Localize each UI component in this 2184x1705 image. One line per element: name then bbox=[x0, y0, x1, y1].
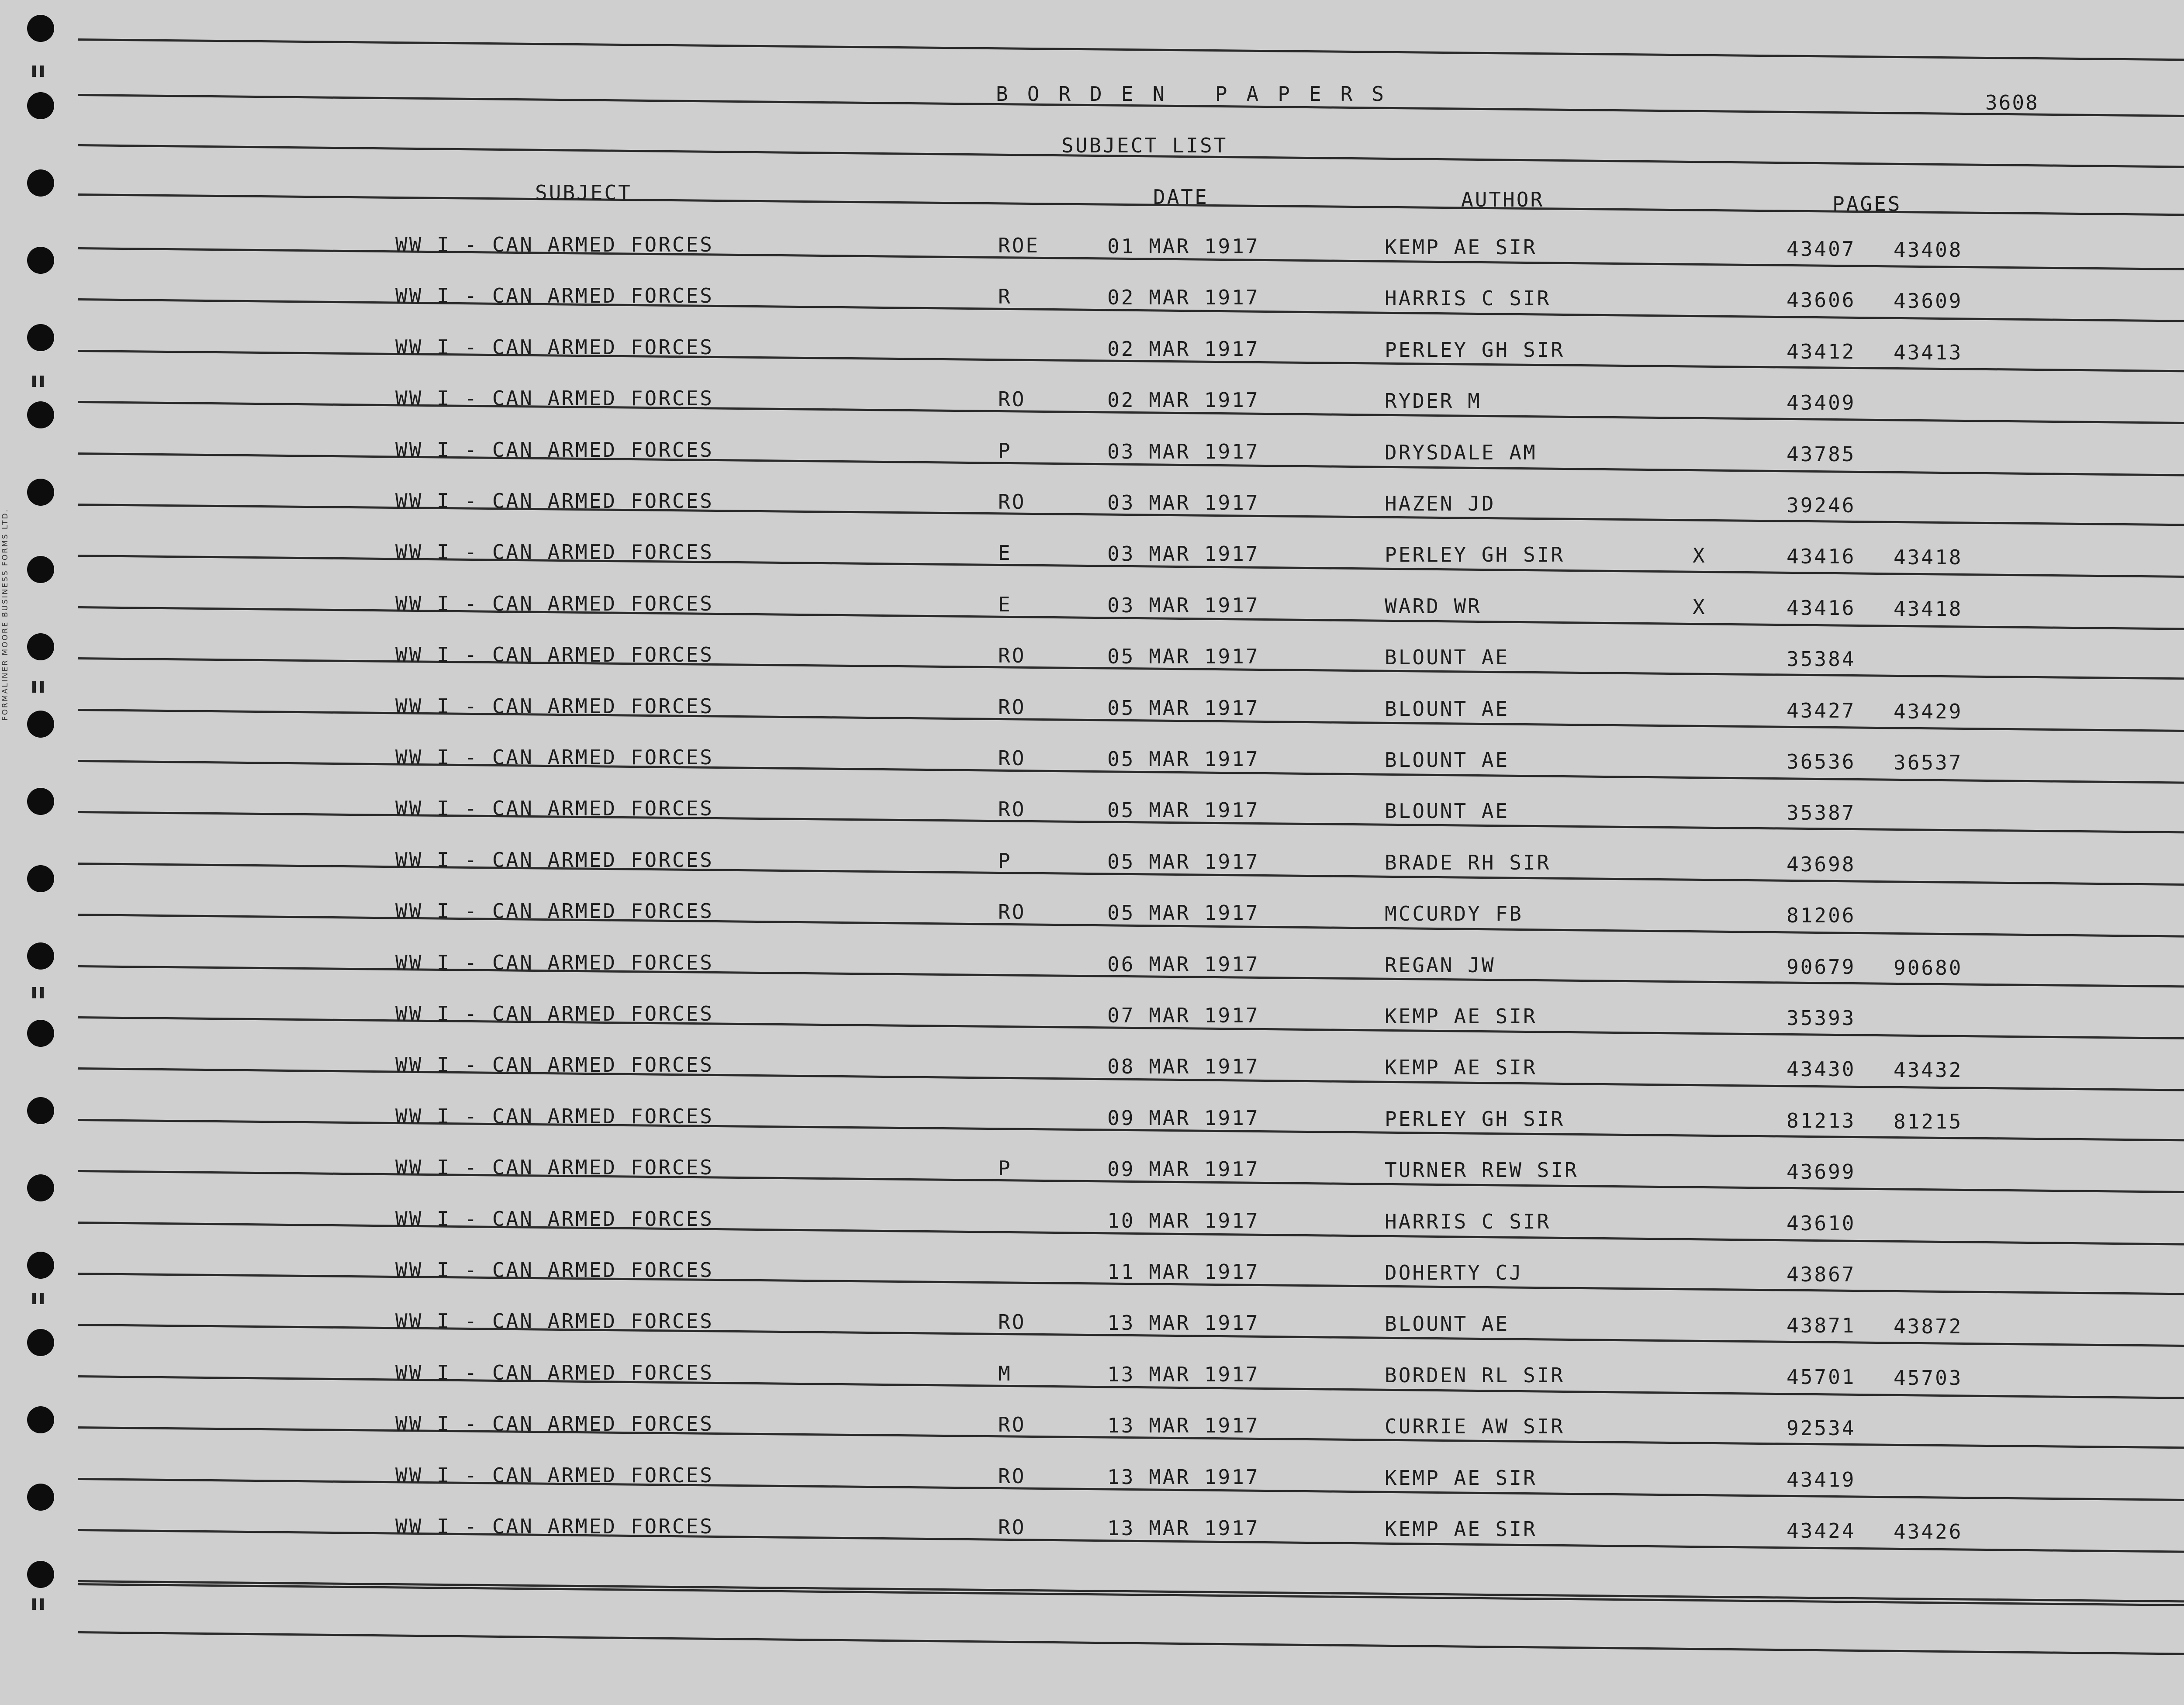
subject-cell: WW I - CAN ARMED FORCES bbox=[395, 284, 714, 307]
author-cell: PERLEY GH SIR bbox=[1385, 1107, 1565, 1131]
sprocket-hole bbox=[27, 324, 54, 351]
author-cell: KEMP AE SIR bbox=[1385, 1056, 1537, 1079]
subject-cell: WW I - CAN ARMED FORCES bbox=[395, 489, 714, 513]
code-cell: RO bbox=[998, 1310, 1026, 1334]
code-cell: E bbox=[998, 541, 1012, 565]
sprocket-hole bbox=[27, 1561, 54, 1588]
author-cell: BLOUNT AE bbox=[1385, 748, 1510, 772]
date-cell: 13 MAR 1917 bbox=[1107, 1363, 1260, 1386]
subject-cell: WW I - CAN ARMED FORCES bbox=[395, 1104, 714, 1128]
date-cell: 05 MAR 1917 bbox=[1107, 798, 1260, 822]
subject-cell: WW I - CAN ARMED FORCES bbox=[395, 233, 714, 256]
sprocket-hole bbox=[27, 1406, 54, 1433]
page-from-cell: 43610 bbox=[1787, 1211, 1856, 1235]
ruled-line bbox=[78, 1631, 2184, 1656]
page-from-cell: 35384 bbox=[1787, 647, 1856, 671]
page-from-cell: 43427 bbox=[1787, 699, 1856, 722]
page-from-cell: 43871 bbox=[1787, 1314, 1856, 1337]
subject-cell: WW I - CAN ARMED FORCES bbox=[395, 797, 714, 820]
page-from-cell: 35387 bbox=[1787, 801, 1856, 825]
code-cell: RO bbox=[998, 644, 1026, 667]
sprocket-hole bbox=[27, 169, 54, 197]
date-cell: 01 MAR 1917 bbox=[1107, 235, 1260, 258]
date-cell: 13 MAR 1917 bbox=[1107, 1311, 1260, 1335]
author-cell: WARD WR bbox=[1385, 594, 1482, 618]
page-to-cell: 43609 bbox=[1894, 289, 1963, 313]
subject-cell: WW I - CAN ARMED FORCES bbox=[395, 335, 714, 359]
sprocket-hole bbox=[27, 92, 54, 119]
page-from-cell: 81213 bbox=[1787, 1109, 1856, 1132]
perforation-mark bbox=[40, 66, 44, 77]
sprocket-hole bbox=[27, 942, 54, 970]
date-cell: 11 MAR 1917 bbox=[1107, 1260, 1260, 1284]
subject-cell: WW I - CAN ARMED FORCES bbox=[395, 899, 714, 923]
subject-cell: WW I - CAN ARMED FORCES bbox=[395, 1156, 714, 1179]
page-from-cell: 43699 bbox=[1787, 1160, 1856, 1184]
author-cell: MCCURDY FB bbox=[1385, 902, 1523, 925]
code-cell: ROE bbox=[998, 234, 1040, 257]
ruled-line bbox=[78, 38, 2184, 61]
page-from-cell: 90679 bbox=[1787, 955, 1856, 979]
date-cell: 10 MAR 1917 bbox=[1107, 1209, 1260, 1232]
sprocket-hole bbox=[27, 633, 54, 660]
subject-cell: WW I - CAN ARMED FORCES bbox=[395, 1258, 714, 1282]
page-from-cell: 43606 bbox=[1787, 288, 1856, 312]
perforation-mark bbox=[32, 1598, 36, 1610]
sprocket-hole bbox=[27, 15, 54, 42]
code-cell: P bbox=[998, 439, 1012, 462]
date-cell: 05 MAR 1917 bbox=[1107, 901, 1260, 925]
subject-cell: WW I - CAN ARMED FORCES bbox=[395, 643, 714, 666]
perforation-mark bbox=[32, 681, 36, 693]
subject-cell: WW I - CAN ARMED FORCES bbox=[395, 1515, 714, 1538]
cross-ref-mark: X bbox=[1693, 544, 1707, 567]
code-cell: E bbox=[998, 593, 1012, 616]
page-to-cell: 45703 bbox=[1894, 1366, 1963, 1390]
subject-cell: WW I - CAN ARMED FORCES bbox=[395, 951, 714, 974]
subject-cell: WW I - CAN ARMED FORCES bbox=[395, 1053, 714, 1077]
author-cell: BRADE RH SIR bbox=[1385, 851, 1551, 874]
author-cell: PERLEY GH SIR bbox=[1385, 543, 1565, 566]
sprocket-hole bbox=[27, 788, 54, 815]
page-number: 3608 bbox=[1985, 91, 2039, 114]
author-cell: KEMP AE SIR bbox=[1385, 1517, 1537, 1541]
code-cell: RO bbox=[998, 490, 1026, 514]
date-cell: 05 MAR 1917 bbox=[1107, 850, 1260, 873]
date-cell: 05 MAR 1917 bbox=[1107, 645, 1260, 668]
sprocket-hole bbox=[27, 247, 54, 274]
column-header-subject: SUBJECT bbox=[535, 181, 632, 204]
column-header-author: AUTHOR bbox=[1461, 188, 1545, 211]
page-from-cell: 36536 bbox=[1787, 750, 1856, 773]
page-from-cell: 43785 bbox=[1787, 442, 1856, 466]
code-cell: P bbox=[998, 1156, 1012, 1180]
ruled-line bbox=[78, 1580, 2184, 1603]
date-cell: 13 MAR 1917 bbox=[1107, 1516, 1260, 1540]
subject-cell: WW I - CAN ARMED FORCES bbox=[395, 1361, 714, 1384]
code-cell: RO bbox=[998, 1413, 1026, 1436]
code-cell: RO bbox=[998, 746, 1026, 770]
author-cell: KEMP AE SIR bbox=[1385, 235, 1537, 259]
perforation-mark bbox=[40, 1293, 44, 1304]
code-cell: P bbox=[998, 849, 1012, 873]
sprocket-hole bbox=[27, 865, 54, 892]
author-cell: HARRIS C SIR bbox=[1385, 1210, 1551, 1233]
code-cell: RO bbox=[998, 1515, 1026, 1539]
date-cell: 05 MAR 1917 bbox=[1107, 747, 1260, 771]
sprocket-hole bbox=[27, 1174, 54, 1201]
date-cell: 02 MAR 1917 bbox=[1107, 388, 1260, 412]
date-cell: 03 MAR 1917 bbox=[1107, 491, 1260, 514]
perforation-mark bbox=[32, 987, 36, 998]
column-header-date: DATE bbox=[1153, 185, 1209, 209]
sprocket-hole bbox=[27, 401, 54, 428]
subject-cell: WW I - CAN ARMED FORCES bbox=[395, 746, 714, 769]
sprocket-hole bbox=[27, 1484, 54, 1511]
page-from-cell: 81206 bbox=[1787, 904, 1856, 927]
sprocket-hole bbox=[27, 479, 54, 506]
subject-cell: WW I - CAN ARMED FORCES bbox=[395, 1207, 714, 1231]
document-subtitle: SUBJECT LIST bbox=[1061, 134, 1228, 157]
date-cell: 08 MAR 1917 bbox=[1107, 1055, 1260, 1078]
date-cell: 07 MAR 1917 bbox=[1107, 1004, 1260, 1027]
author-cell: DRYSDALE AM bbox=[1385, 441, 1537, 464]
date-cell: 03 MAR 1917 bbox=[1107, 440, 1260, 463]
code-cell: RO bbox=[998, 900, 1026, 924]
date-cell: 02 MAR 1917 bbox=[1107, 337, 1260, 361]
author-cell: DOHERTY CJ bbox=[1385, 1261, 1523, 1284]
page-from-cell: 39246 bbox=[1787, 494, 1856, 517]
author-cell: PERLEY GH SIR bbox=[1385, 338, 1565, 362]
page-from-cell: 43424 bbox=[1787, 1519, 1856, 1543]
perforation-mark bbox=[40, 987, 44, 998]
ruled-line bbox=[78, 1583, 2184, 1607]
date-cell: 09 MAR 1917 bbox=[1107, 1106, 1260, 1130]
page-from-cell: 43416 bbox=[1787, 596, 1856, 620]
code-cell: RO bbox=[998, 695, 1026, 719]
document-title: BORDEN PAPERS bbox=[996, 82, 1403, 106]
page-from-cell: 43416 bbox=[1787, 545, 1856, 568]
author-cell: TURNER REW SIR bbox=[1385, 1158, 1579, 1182]
author-cell: BORDEN RL SIR bbox=[1385, 1363, 1565, 1387]
author-cell: CURRIE AW SIR bbox=[1385, 1415, 1565, 1438]
page-from-cell: 35393 bbox=[1787, 1006, 1856, 1030]
page-to-cell: 36537 bbox=[1894, 751, 1963, 774]
author-cell: BLOUNT AE bbox=[1385, 645, 1510, 669]
page-to-cell: 43426 bbox=[1894, 1520, 1963, 1543]
date-cell: 09 MAR 1917 bbox=[1107, 1157, 1260, 1181]
sprocket-hole bbox=[27, 1252, 54, 1279]
page-from-cell: 43867 bbox=[1787, 1263, 1856, 1286]
subject-cell: WW I - CAN ARMED FORCES bbox=[395, 1412, 714, 1436]
page-to-cell: 90680 bbox=[1894, 956, 1963, 980]
subject-cell: WW I - CAN ARMED FORCES bbox=[395, 1463, 714, 1487]
perforation-mark bbox=[32, 66, 36, 77]
subject-cell: WW I - CAN ARMED FORCES bbox=[395, 848, 714, 872]
subject-cell: WW I - CAN ARMED FORCES bbox=[395, 592, 714, 615]
cross-ref-mark: X bbox=[1693, 595, 1707, 619]
author-cell: HAZEN JD bbox=[1385, 492, 1496, 515]
page-to-cell: 43408 bbox=[1894, 238, 1963, 262]
date-cell: 05 MAR 1917 bbox=[1107, 696, 1260, 720]
author-cell: REGAN JW bbox=[1385, 953, 1496, 977]
page-from-cell: 45701 bbox=[1787, 1365, 1856, 1389]
subject-cell: WW I - CAN ARMED FORCES bbox=[395, 387, 714, 410]
page-from-cell: 43430 bbox=[1787, 1057, 1856, 1081]
sprocket-hole bbox=[27, 711, 54, 738]
subject-cell: WW I - CAN ARMED FORCES bbox=[395, 540, 714, 564]
sprocket-hole bbox=[27, 556, 54, 583]
code-cell: RO bbox=[998, 1464, 1026, 1488]
date-cell: 03 MAR 1917 bbox=[1107, 594, 1260, 617]
page-from-cell: 92534 bbox=[1787, 1416, 1856, 1440]
code-cell: RO bbox=[998, 797, 1026, 821]
perforation-mark bbox=[32, 1293, 36, 1304]
code-cell: M bbox=[998, 1362, 1012, 1385]
page-to-cell: 43432 bbox=[1894, 1058, 1963, 1082]
sprocket-hole bbox=[27, 1097, 54, 1124]
author-cell: HARRIS C SIR bbox=[1385, 286, 1551, 310]
page-to-cell: 43413 bbox=[1894, 341, 1963, 364]
author-cell: BLOUNT AE bbox=[1385, 1312, 1510, 1336]
date-cell: 13 MAR 1917 bbox=[1107, 1465, 1260, 1489]
perforation-mark bbox=[40, 681, 44, 693]
code-cell: R bbox=[998, 285, 1012, 308]
page-to-cell: 43418 bbox=[1894, 545, 1963, 569]
page-from-cell: 43409 bbox=[1787, 391, 1856, 414]
page-from-cell: 43698 bbox=[1787, 852, 1856, 876]
perforation-mark bbox=[32, 376, 36, 387]
sprocket-hole bbox=[27, 1020, 54, 1047]
author-cell: BLOUNT AE bbox=[1385, 697, 1510, 721]
author-cell: KEMP AE SIR bbox=[1385, 1004, 1537, 1028]
margin-imprint: FORMALINER MOORE BUSINESS FORMS LTD. bbox=[1, 508, 10, 721]
date-cell: 02 MAR 1917 bbox=[1107, 286, 1260, 309]
date-cell: 06 MAR 1917 bbox=[1107, 953, 1260, 976]
subject-cell: WW I - CAN ARMED FORCES bbox=[395, 694, 714, 718]
code-cell: RO bbox=[998, 387, 1026, 411]
page-from-cell: 43407 bbox=[1787, 237, 1856, 261]
page-to-cell: 43418 bbox=[1894, 597, 1963, 621]
perforation-mark bbox=[40, 1598, 44, 1610]
subject-cell: WW I - CAN ARMED FORCES bbox=[395, 1309, 714, 1333]
perforation-mark bbox=[40, 376, 44, 387]
column-header-pages: PAGES bbox=[1832, 192, 1902, 216]
author-cell: RYDER M bbox=[1385, 389, 1482, 413]
sprocket-hole bbox=[27, 1329, 54, 1356]
date-cell: 13 MAR 1917 bbox=[1107, 1414, 1260, 1437]
page-to-cell: 43872 bbox=[1894, 1315, 1963, 1338]
subject-cell: WW I - CAN ARMED FORCES bbox=[395, 438, 714, 462]
author-cell: KEMP AE SIR bbox=[1385, 1466, 1537, 1490]
page-to-cell: 43429 bbox=[1894, 700, 1963, 723]
author-cell: BLOUNT AE bbox=[1385, 799, 1510, 823]
subject-cell: WW I - CAN ARMED FORCES bbox=[395, 1002, 714, 1025]
date-cell: 03 MAR 1917 bbox=[1107, 542, 1260, 566]
page-from-cell: 43412 bbox=[1787, 340, 1856, 363]
page-to-cell: 81215 bbox=[1894, 1110, 1963, 1133]
page-from-cell: 43419 bbox=[1787, 1468, 1856, 1491]
